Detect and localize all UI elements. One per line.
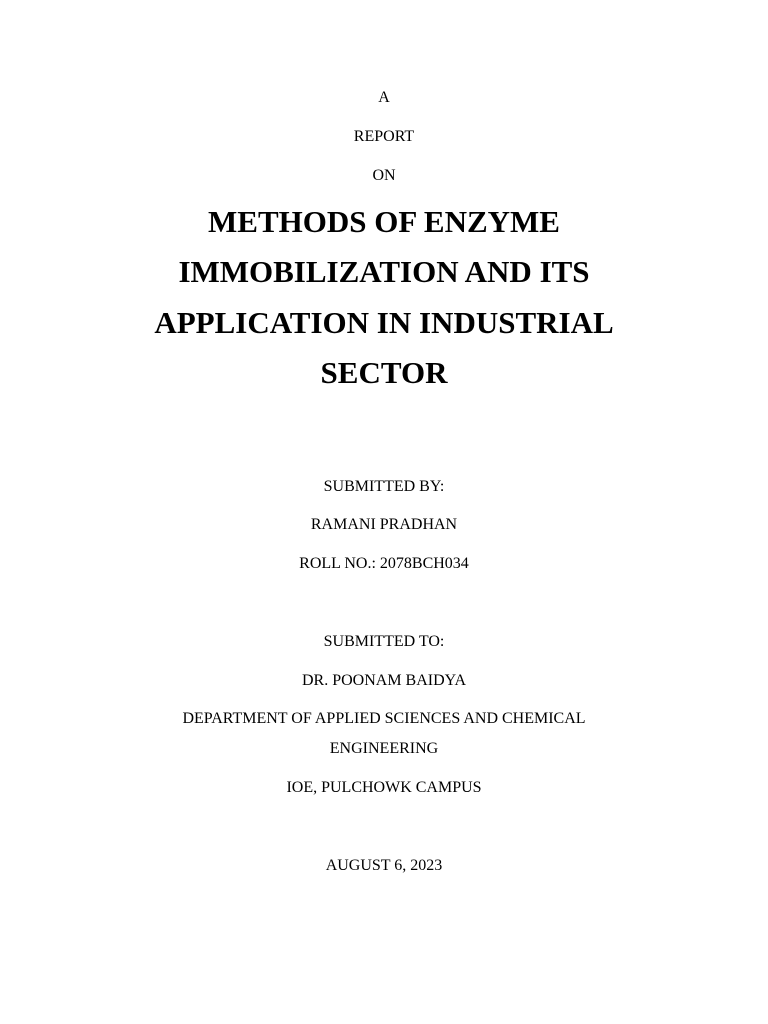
title-line-1: METHODS OF ENZYME <box>208 204 560 239</box>
title-line-2: IMMOBILIZATION AND ITS <box>178 254 590 289</box>
department-line-2: ENGINEERING <box>329 740 439 757</box>
submitted-to-label: SUBMITTED TO: <box>323 633 445 650</box>
header-on: ON <box>372 167 396 184</box>
institution: IOE, PULCHOWK CAMPUS <box>286 779 482 796</box>
supervisor-name: DR. POONAM BAIDYA <box>301 672 466 689</box>
submitted-by-label: SUBMITTED BY: <box>323 478 445 495</box>
roll-number: ROLL NO.: 2078BCH034 <box>299 555 469 572</box>
header-report: REPORT <box>353 128 415 145</box>
header-a: A <box>378 89 390 106</box>
title-line-3: APPLICATION IN INDUSTRIAL <box>154 305 614 340</box>
title-line-4: SECTOR <box>320 355 448 390</box>
author-name: RAMANI PRADHAN <box>310 516 458 533</box>
department-line-1: DEPARTMENT OF APPLIED SCIENCES AND CHEMICAL <box>182 710 586 727</box>
report-date: AUGUST 6, 2023 <box>325 857 443 874</box>
